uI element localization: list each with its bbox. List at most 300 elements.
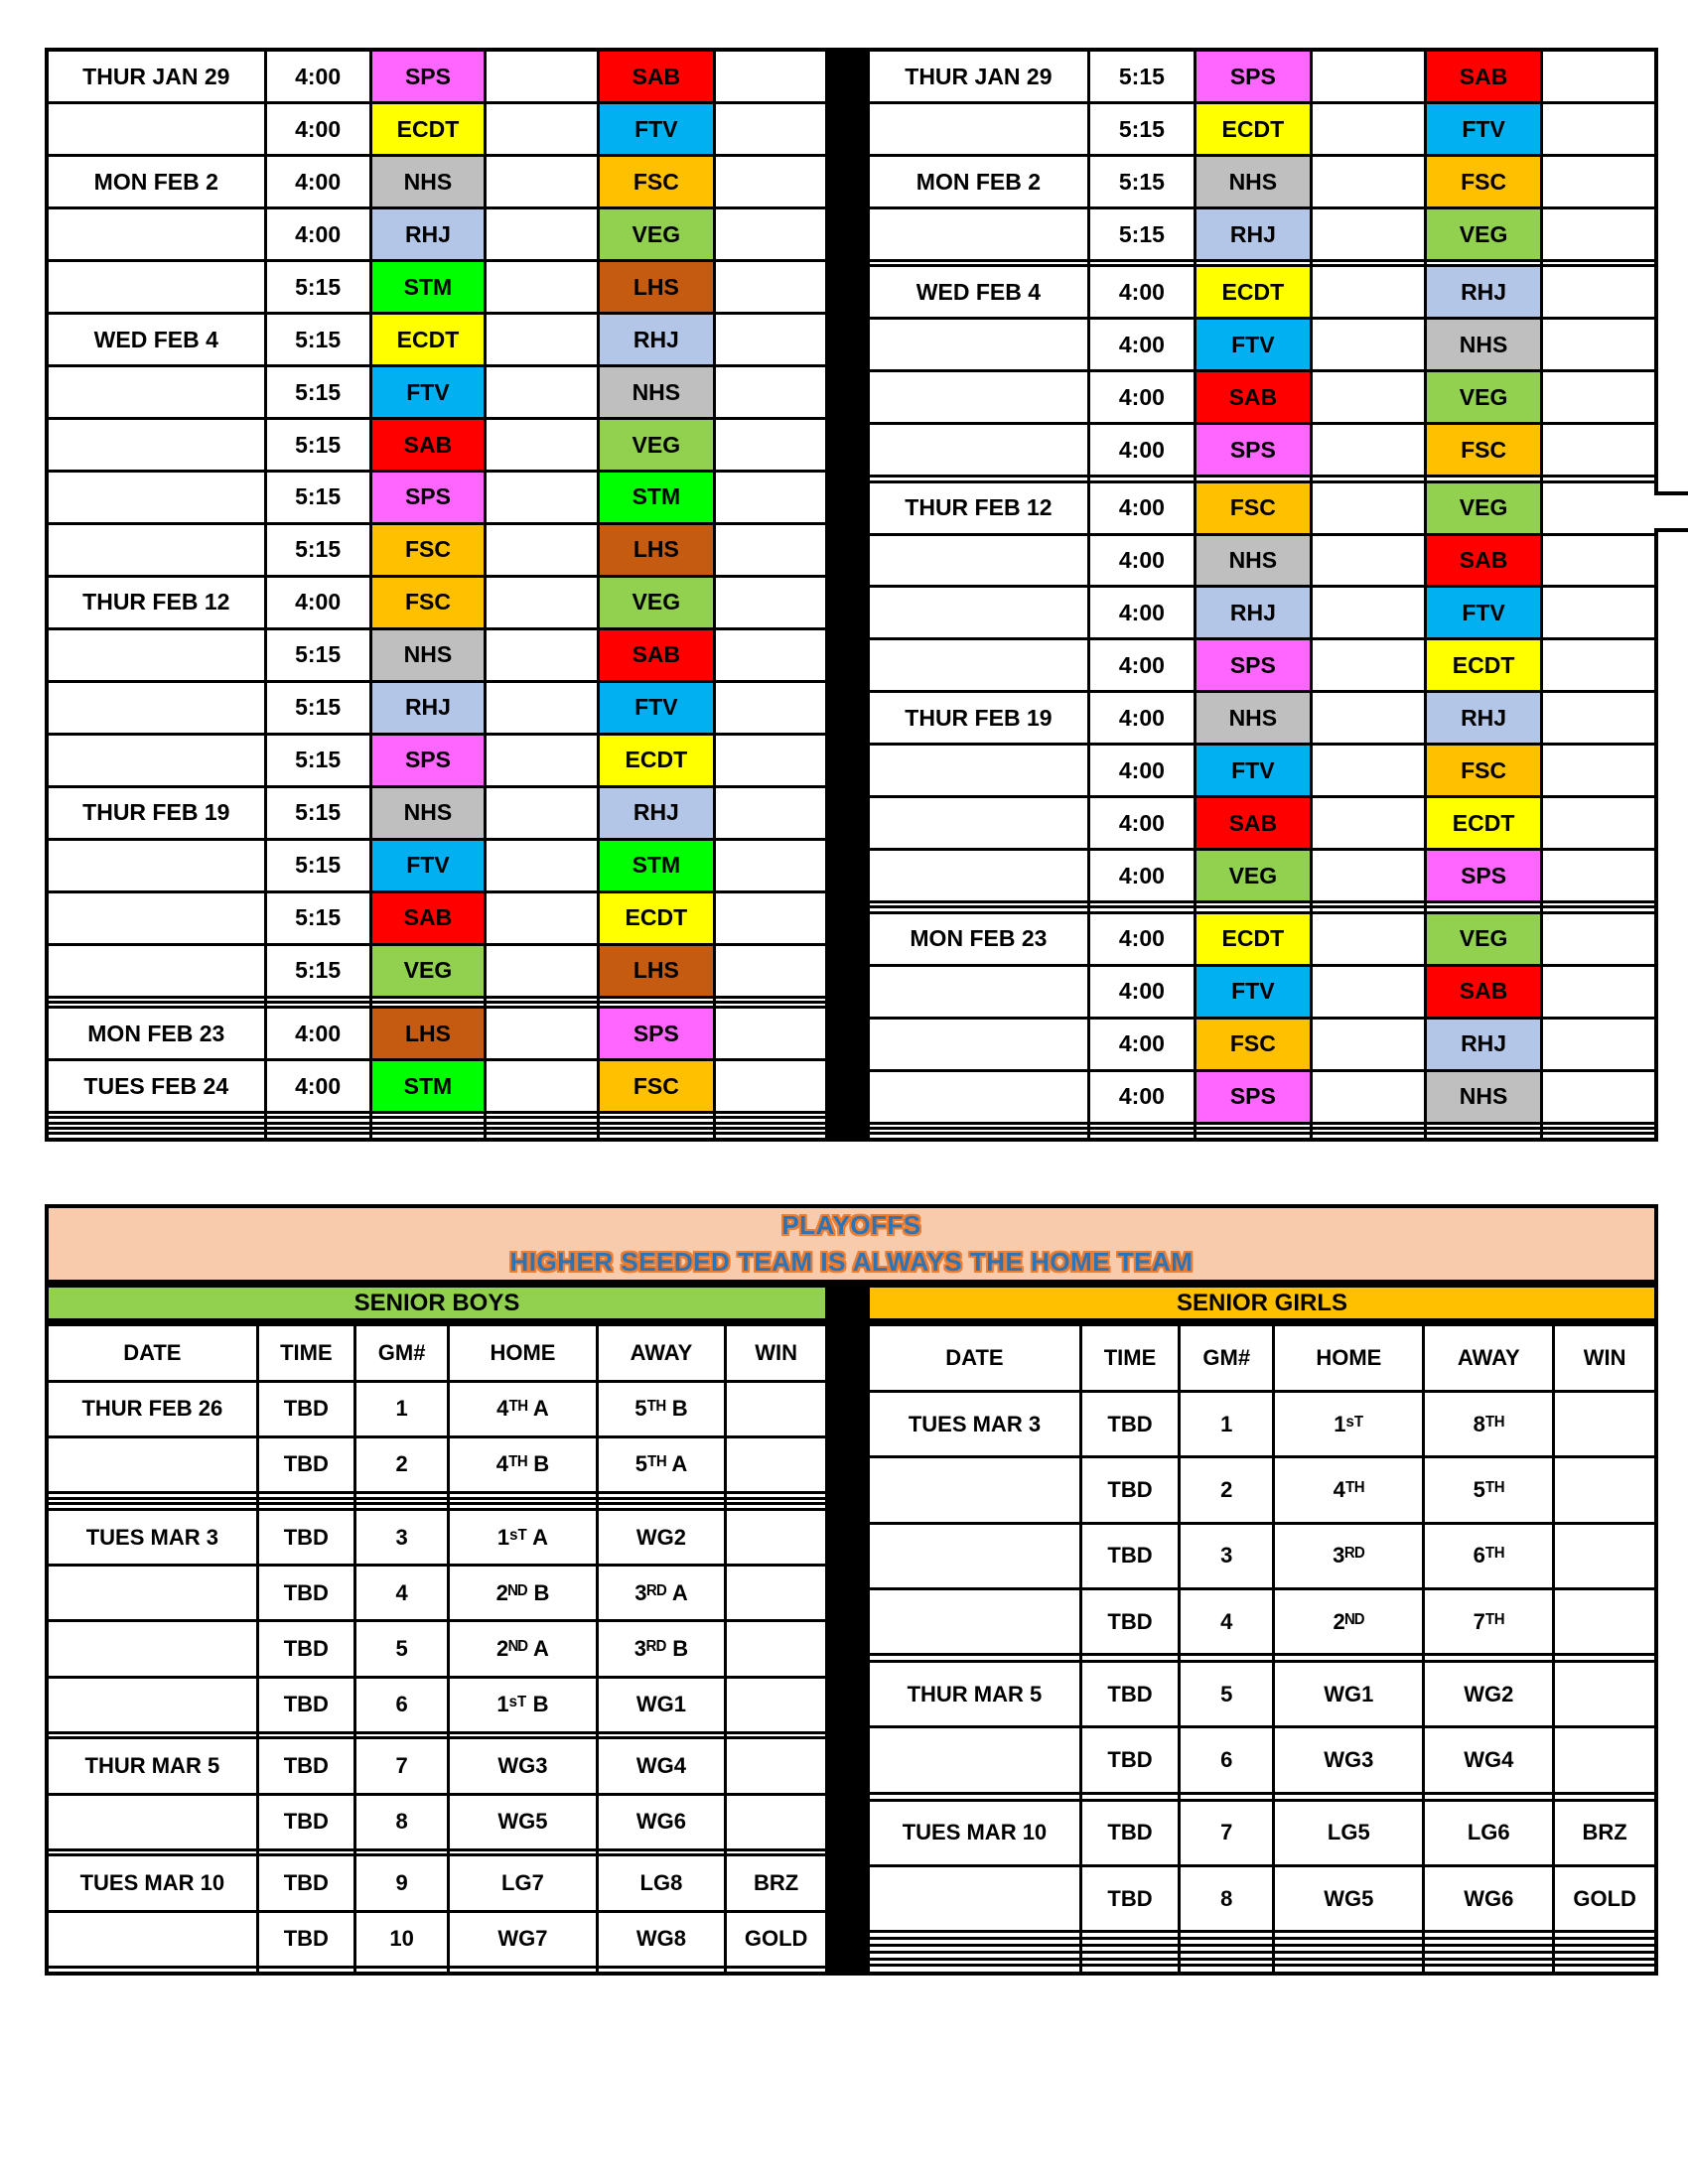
away-team-cell: RHJ	[599, 786, 714, 839]
spacer-cell	[486, 576, 599, 628]
playoff-game-row	[47, 1436, 827, 1492]
game-time-cell: 5:15	[265, 472, 370, 524]
away-team-cell: NHS	[599, 366, 714, 419]
schedule-table-right	[866, 48, 1658, 1142]
game-date-cell: THUR MAR 5	[868, 1662, 1080, 1727]
game-date-cell: TUES MAR 3	[47, 1510, 257, 1566]
game-time-cell	[1080, 1952, 1179, 1959]
regular-season-right-table	[866, 48, 1658, 1142]
senior-girls-table	[866, 1322, 1658, 1976]
game-number-cell: 2	[354, 1436, 448, 1492]
away-seed-cell	[1424, 1655, 1554, 1662]
playoff-game-row	[47, 1677, 827, 1732]
spacer-cell	[486, 734, 599, 786]
top-section-divider-bar	[829, 48, 866, 1142]
game-number-cell: 7	[1180, 1800, 1274, 1865]
game-time-cell: 5:15	[265, 261, 370, 314]
game-date-cell	[868, 1727, 1080, 1793]
game-time-cell: 4:00	[265, 103, 370, 156]
playoff-game-row	[47, 1855, 827, 1911]
playoffs-subtitle: HIGHER SEEDED TEAM IS ALWAYS THE HOME TEAM	[509, 1247, 1194, 1277]
spacer-cell	[714, 208, 827, 261]
spacer-cell	[486, 786, 599, 839]
game-time-cell	[1080, 1939, 1179, 1946]
game-number-cell	[1180, 1959, 1274, 1966]
home-team-cell: FSC	[1196, 481, 1312, 534]
game-time-cell: 4:00	[1088, 587, 1195, 639]
home-team-cell: NHS	[1196, 156, 1312, 208]
senior-boys-title: SENIOR BOYS	[353, 1289, 520, 1316]
game-date-cell	[47, 1621, 257, 1677]
spacer-cell	[1542, 639, 1656, 692]
game-time-cell: 4:00	[1088, 481, 1195, 534]
spacer-cell	[486, 839, 599, 891]
game-time-cell: 4:00	[1088, 534, 1195, 587]
col-header-away: AWAY	[1424, 1324, 1554, 1391]
spacer-cell	[714, 156, 827, 208]
spacer-cell	[486, 1008, 599, 1060]
win-medal-cell	[726, 1677, 827, 1732]
spacer-cell	[1542, 850, 1656, 902]
away-team-cell: STM	[599, 839, 714, 891]
home-team-cell: FSC	[370, 523, 486, 576]
game-date-cell	[868, 371, 1088, 424]
playoff-game-row	[47, 1381, 827, 1436]
spacer-cell	[1542, 534, 1656, 587]
home-seed-cell	[449, 1967, 597, 1974]
game-number-cell: 3	[354, 1510, 448, 1566]
home-team-cell: ECDT	[1196, 103, 1312, 156]
game-time-cell: 5:15	[1088, 208, 1195, 261]
home-team-cell: SPS	[1196, 639, 1312, 692]
game-date-cell	[868, 208, 1088, 261]
win-medal-cell	[726, 1738, 827, 1794]
spacer-cell	[714, 261, 827, 314]
away-team-cell: FSC	[1425, 156, 1542, 208]
spacer-cell	[714, 472, 827, 524]
away-team-cell: RHJ	[1425, 266, 1542, 319]
home-seed-cell: 2ᴺᴰ B	[449, 1566, 597, 1621]
schedule-row	[868, 1018, 1656, 1070]
game-date-cell	[868, 1070, 1088, 1123]
away-seed-cell	[1424, 1945, 1554, 1952]
away-seed-cell	[1424, 1932, 1554, 1939]
spacer-cell	[1311, 965, 1425, 1018]
home-seed-cell: 4ᵀᴴ B	[449, 1436, 597, 1492]
home-seed-cell: WG5	[449, 1794, 597, 1849]
away-seed-cell: 7ᵀᴴ	[1424, 1588, 1554, 1654]
game-time-cell: 4:00	[1088, 965, 1195, 1018]
spacer-cell	[1311, 850, 1425, 902]
senior-boys-table	[45, 1322, 829, 1976]
game-date-cell	[868, 1134, 1088, 1140]
spacer-cell	[1542, 50, 1656, 103]
spacer-cell	[1311, 266, 1425, 319]
away-team-cell: FTV	[599, 103, 714, 156]
home-team-cell: SPS	[1196, 424, 1312, 477]
spacer-cell	[486, 1134, 599, 1140]
away-seed-cell: WG1	[597, 1677, 726, 1732]
game-date-cell: TUES MAR 10	[47, 1855, 257, 1911]
home-team-cell: RHJ	[1196, 208, 1312, 261]
home-seed-cell: 1ˢᵀ B	[449, 1677, 597, 1732]
home-team-cell: NHS	[370, 628, 486, 681]
spacer-cell	[1311, 50, 1425, 103]
spacer-cell	[486, 944, 599, 997]
away-seed-cell	[1424, 1939, 1554, 1946]
spacer-cell	[1542, 1070, 1656, 1123]
away-seed-cell: WG6	[597, 1794, 726, 1849]
home-seed-cell	[1274, 1793, 1424, 1800]
home-team-cell: SAB	[1196, 797, 1312, 850]
playoff-game-row	[47, 1911, 827, 1967]
home-team-cell: SPS	[1196, 50, 1312, 103]
game-date-cell	[868, 639, 1088, 692]
game-date-cell: THUR FEB 12	[47, 576, 265, 628]
schedule-row	[868, 156, 1656, 208]
game-date-cell: TUES MAR 3	[868, 1391, 1080, 1456]
home-team-cell: ECDT	[1196, 266, 1312, 319]
away-team-cell: FTV	[599, 681, 714, 734]
game-date-cell: THUR FEB 19	[868, 692, 1088, 745]
game-time-cell: 5:15	[265, 891, 370, 944]
playoffs-header-row	[47, 1324, 827, 1381]
game-time-cell: TBD	[257, 1381, 354, 1436]
game-date-cell	[47, 734, 265, 786]
away-seed-cell	[597, 1967, 726, 1974]
senior-girls-header-bar	[866, 1284, 1658, 1322]
spacer-cell	[1311, 481, 1425, 534]
home-seed-cell: 3ᴿᴰ	[1274, 1523, 1424, 1588]
spacer-cell	[1311, 1018, 1425, 1070]
spacer-cell	[1542, 266, 1656, 319]
playoffs-banner	[45, 1204, 1658, 1284]
home-seed-cell	[1274, 1932, 1424, 1939]
spacer-cell	[1311, 103, 1425, 156]
schedule-row	[868, 965, 1656, 1018]
game-time-cell: TBD	[257, 1621, 354, 1677]
col-header-date: DATE	[868, 1324, 1080, 1391]
schedule-row	[47, 1134, 827, 1140]
away-team-cell: SAB	[1425, 50, 1542, 103]
col-header-gm: GM#	[354, 1324, 448, 1381]
away-team-cell: NHS	[1425, 1070, 1542, 1123]
home-team-cell: SPS	[370, 734, 486, 786]
away-team-cell: RHJ	[1425, 1018, 1542, 1070]
home-seed-cell: 2ᴺᴰ	[1274, 1588, 1424, 1654]
schedule-row	[47, 366, 827, 419]
spacer-cell	[1311, 745, 1425, 797]
playoff-game-row	[47, 1510, 827, 1566]
game-time-cell: TBD	[257, 1911, 354, 1967]
home-team-cell: FTV	[1196, 965, 1312, 1018]
schedule-row	[868, 103, 1656, 156]
spacer-cell	[714, 628, 827, 681]
game-time-cell: TBD	[257, 1677, 354, 1732]
schedule-row	[47, 1060, 827, 1113]
game-time-cell: TBD	[1080, 1523, 1179, 1588]
spacer-cell	[1542, 1018, 1656, 1070]
home-team-cell: FSC	[1196, 1018, 1312, 1070]
senior-girls-title: SENIOR GIRLS	[1176, 1289, 1348, 1316]
game-date-cell: THUR JAN 29	[47, 50, 265, 103]
game-date-cell: TUES MAR 10	[868, 1800, 1080, 1865]
win-medal-cell	[726, 1621, 827, 1677]
spacer-cell	[486, 891, 599, 944]
game-number-cell: 1	[354, 1381, 448, 1436]
game-number-cell: 7	[354, 1738, 448, 1794]
home-team-cell: SAB	[1196, 371, 1312, 424]
away-team-cell: SAB	[599, 628, 714, 681]
schedule-row	[47, 156, 827, 208]
playoff-game-row	[47, 1621, 827, 1677]
home-team-cell: FTV	[370, 839, 486, 891]
game-date-cell: MON FEB 2	[47, 156, 265, 208]
playoff-game-row	[868, 1457, 1656, 1523]
spacer-cell	[1542, 319, 1656, 371]
game-date-cell	[47, 261, 265, 314]
home-seed-cell: LG7	[449, 1855, 597, 1911]
home-team-cell: STM	[370, 261, 486, 314]
spacer-cell	[1311, 156, 1425, 208]
game-date-cell	[868, 797, 1088, 850]
spacer-cell	[486, 1060, 599, 1113]
game-date-cell	[47, 891, 265, 944]
home-seed-cell: 4ᵀᴴ	[1274, 1457, 1424, 1523]
game-date-cell: THUR MAR 5	[47, 1738, 257, 1794]
spacer-cell	[714, 103, 827, 156]
schedule-row	[47, 839, 827, 891]
schedule-row	[47, 103, 827, 156]
win-medal-cell: GOLD	[726, 1911, 827, 1967]
game-date-cell: WED FEB 4	[47, 314, 265, 366]
game-time-cell	[257, 1967, 354, 1974]
home-team-cell: ECDT	[370, 103, 486, 156]
schedule-row	[47, 786, 827, 839]
spacer-cell	[1542, 208, 1656, 261]
schedule-row	[868, 534, 1656, 587]
win-medal-cell	[1554, 1793, 1656, 1800]
col-header-home: HOME	[1274, 1324, 1424, 1391]
game-date-cell	[47, 366, 265, 419]
home-team-cell: RHJ	[370, 208, 486, 261]
schedule-row	[868, 745, 1656, 797]
game-number-cell	[354, 1967, 448, 1974]
win-medal-cell	[726, 1436, 827, 1492]
away-team-cell: VEG	[1425, 371, 1542, 424]
game-time-cell	[1080, 1966, 1179, 1974]
away-team-cell: VEG	[599, 576, 714, 628]
spacer-cell	[1311, 639, 1425, 692]
game-date-cell	[868, 965, 1088, 1018]
home-team-cell: VEG	[1196, 850, 1312, 902]
spacer-cell	[1311, 587, 1425, 639]
playoff-game-row	[868, 1959, 1656, 1966]
schedule-row	[47, 261, 827, 314]
game-time-cell: 4:00	[265, 1060, 370, 1113]
schedule-row	[868, 266, 1656, 319]
away-team-cell: FTV	[1425, 103, 1542, 156]
game-time-cell: 5:15	[265, 314, 370, 366]
spacer-cell	[1542, 912, 1656, 965]
win-medal-cell	[1554, 1932, 1656, 1939]
schedule-row	[868, 424, 1656, 477]
game-time-cell	[265, 1134, 370, 1140]
game-time-cell: 5:15	[1088, 103, 1195, 156]
away-team-cell: FTV	[1425, 587, 1542, 639]
spacer-cell	[714, 1134, 827, 1140]
home-team-cell: NHS	[1196, 692, 1312, 745]
spacer-cell	[1311, 319, 1425, 371]
away-seed-cell: WG4	[1424, 1727, 1554, 1793]
away-seed-cell: LG6	[1424, 1800, 1554, 1865]
game-date-cell	[868, 1932, 1080, 1939]
game-date-cell	[868, 1959, 1080, 1966]
away-team-cell: LHS	[599, 261, 714, 314]
game-time-cell: TBD	[257, 1566, 354, 1621]
away-seed-cell: 8ᵀᴴ	[1424, 1391, 1554, 1456]
game-date-cell	[868, 1865, 1080, 1931]
schedule-row	[868, 1070, 1656, 1123]
game-number-cell: 8	[354, 1794, 448, 1849]
game-date-cell	[47, 1134, 265, 1140]
spacer-cell	[486, 314, 599, 366]
game-date-cell	[868, 534, 1088, 587]
away-team-cell: FSC	[599, 156, 714, 208]
game-time-cell: TBD	[1080, 1800, 1179, 1865]
win-medal-cell	[1554, 1727, 1656, 1793]
away-seed-cell: 5ᵀᴴ A	[597, 1436, 726, 1492]
spacer-cell	[1542, 1134, 1656, 1140]
spacer-cell	[1542, 745, 1656, 797]
spacer-cell	[486, 681, 599, 734]
game-time-cell: 4:00	[1088, 912, 1195, 965]
col-header-date: DATE	[47, 1324, 257, 1381]
edge-cell-fragment	[1654, 491, 1688, 532]
game-date-cell	[47, 628, 265, 681]
schedule-row	[47, 419, 827, 472]
game-time-cell	[1080, 1655, 1179, 1662]
spacer-cell	[1311, 424, 1425, 477]
away-team-cell: SAB	[1425, 534, 1542, 587]
game-date-cell: THUR JAN 29	[868, 50, 1088, 103]
schedule-row	[868, 208, 1656, 261]
col-header-win: WIN	[726, 1324, 827, 1381]
away-seed-cell: 3ᴿᴰ A	[597, 1566, 726, 1621]
game-date-cell	[47, 208, 265, 261]
schedule-row	[47, 891, 827, 944]
game-date-cell	[868, 1018, 1088, 1070]
away-team-cell: ECDT	[599, 891, 714, 944]
game-time-cell: 5:15	[1088, 50, 1195, 103]
playoff-game-row	[47, 1566, 827, 1621]
win-medal-cell	[1554, 1457, 1656, 1523]
game-date-cell	[868, 424, 1088, 477]
game-time-cell: 4:00	[1088, 797, 1195, 850]
senior-boys-table-wrap	[45, 1322, 829, 1976]
game-date-cell	[868, 1457, 1080, 1523]
home-team-cell: RHJ	[1196, 587, 1312, 639]
game-date-cell	[47, 419, 265, 472]
spacer-cell	[714, 1060, 827, 1113]
game-number-cell: 10	[354, 1911, 448, 1967]
game-number-cell	[1180, 1655, 1274, 1662]
schedule-row	[47, 314, 827, 366]
spacer-cell	[1542, 587, 1656, 639]
playoff-game-row	[868, 1727, 1656, 1793]
spacer-cell	[486, 156, 599, 208]
playoffs-title: PLAYOFFS	[781, 1210, 921, 1240]
game-time-cell: TBD	[1080, 1727, 1179, 1793]
away-team-cell	[1425, 1134, 1542, 1140]
schedule-row	[47, 208, 827, 261]
spacer-cell	[486, 50, 599, 103]
playoff-game-row	[47, 1967, 827, 1974]
game-date-cell	[47, 681, 265, 734]
game-number-cell	[1180, 1952, 1274, 1959]
home-seed-cell	[1274, 1945, 1424, 1952]
spacer-cell	[1311, 912, 1425, 965]
game-date-cell	[47, 523, 265, 576]
game-date-cell	[868, 1952, 1080, 1959]
away-team-cell: VEG	[599, 208, 714, 261]
home-team-cell: FTV	[1196, 745, 1312, 797]
game-date-cell	[868, 850, 1088, 902]
away-team-cell: LHS	[599, 944, 714, 997]
game-time-cell: 4:00	[265, 156, 370, 208]
spacer-cell	[486, 419, 599, 472]
away-seed-cell: 3ᴿᴰ B	[597, 1621, 726, 1677]
away-team-cell: FSC	[1425, 745, 1542, 797]
game-time-cell: 4:00	[1088, 850, 1195, 902]
schedule-row	[47, 944, 827, 997]
away-team-cell: RHJ	[599, 314, 714, 366]
game-date-cell	[868, 1793, 1080, 1800]
spacer-cell	[714, 839, 827, 891]
away-seed-cell: 5ᵀᴴ B	[597, 1381, 726, 1436]
spacer-cell	[714, 366, 827, 419]
game-number-cell	[1180, 1945, 1274, 1952]
home-team-cell: LHS	[370, 1008, 486, 1060]
away-team-cell: LHS	[599, 523, 714, 576]
home-seed-cell: WG7	[449, 1911, 597, 1967]
away-team-cell: ECDT	[1425, 797, 1542, 850]
away-team-cell: VEG	[1425, 912, 1542, 965]
game-number-cell: 5	[1180, 1662, 1274, 1727]
home-team-cell: SPS	[370, 50, 486, 103]
home-team-cell	[370, 1134, 486, 1140]
senior-girls-table-wrap	[866, 1322, 1658, 1976]
away-team-cell: FSC	[599, 1060, 714, 1113]
win-medal-cell	[1554, 1662, 1656, 1727]
game-number-cell: 4	[1180, 1588, 1274, 1654]
schedule-row	[868, 912, 1656, 965]
game-time-cell: TBD	[257, 1436, 354, 1492]
away-team-cell: VEG	[1425, 481, 1542, 534]
game-date-cell	[47, 1436, 257, 1492]
schedule-table-left	[45, 48, 829, 1142]
home-seed-cell: WG1	[1274, 1662, 1424, 1727]
playoff-game-row	[868, 1939, 1656, 1946]
game-number-cell: 2	[1180, 1457, 1274, 1523]
win-medal-cell	[1554, 1391, 1656, 1456]
game-time-cell: 5:15	[265, 786, 370, 839]
spacer-cell	[1311, 692, 1425, 745]
win-medal-cell	[726, 1381, 827, 1436]
game-number-cell: 1	[1180, 1391, 1274, 1456]
home-team-cell: SAB	[370, 419, 486, 472]
game-number-cell	[1180, 1932, 1274, 1939]
